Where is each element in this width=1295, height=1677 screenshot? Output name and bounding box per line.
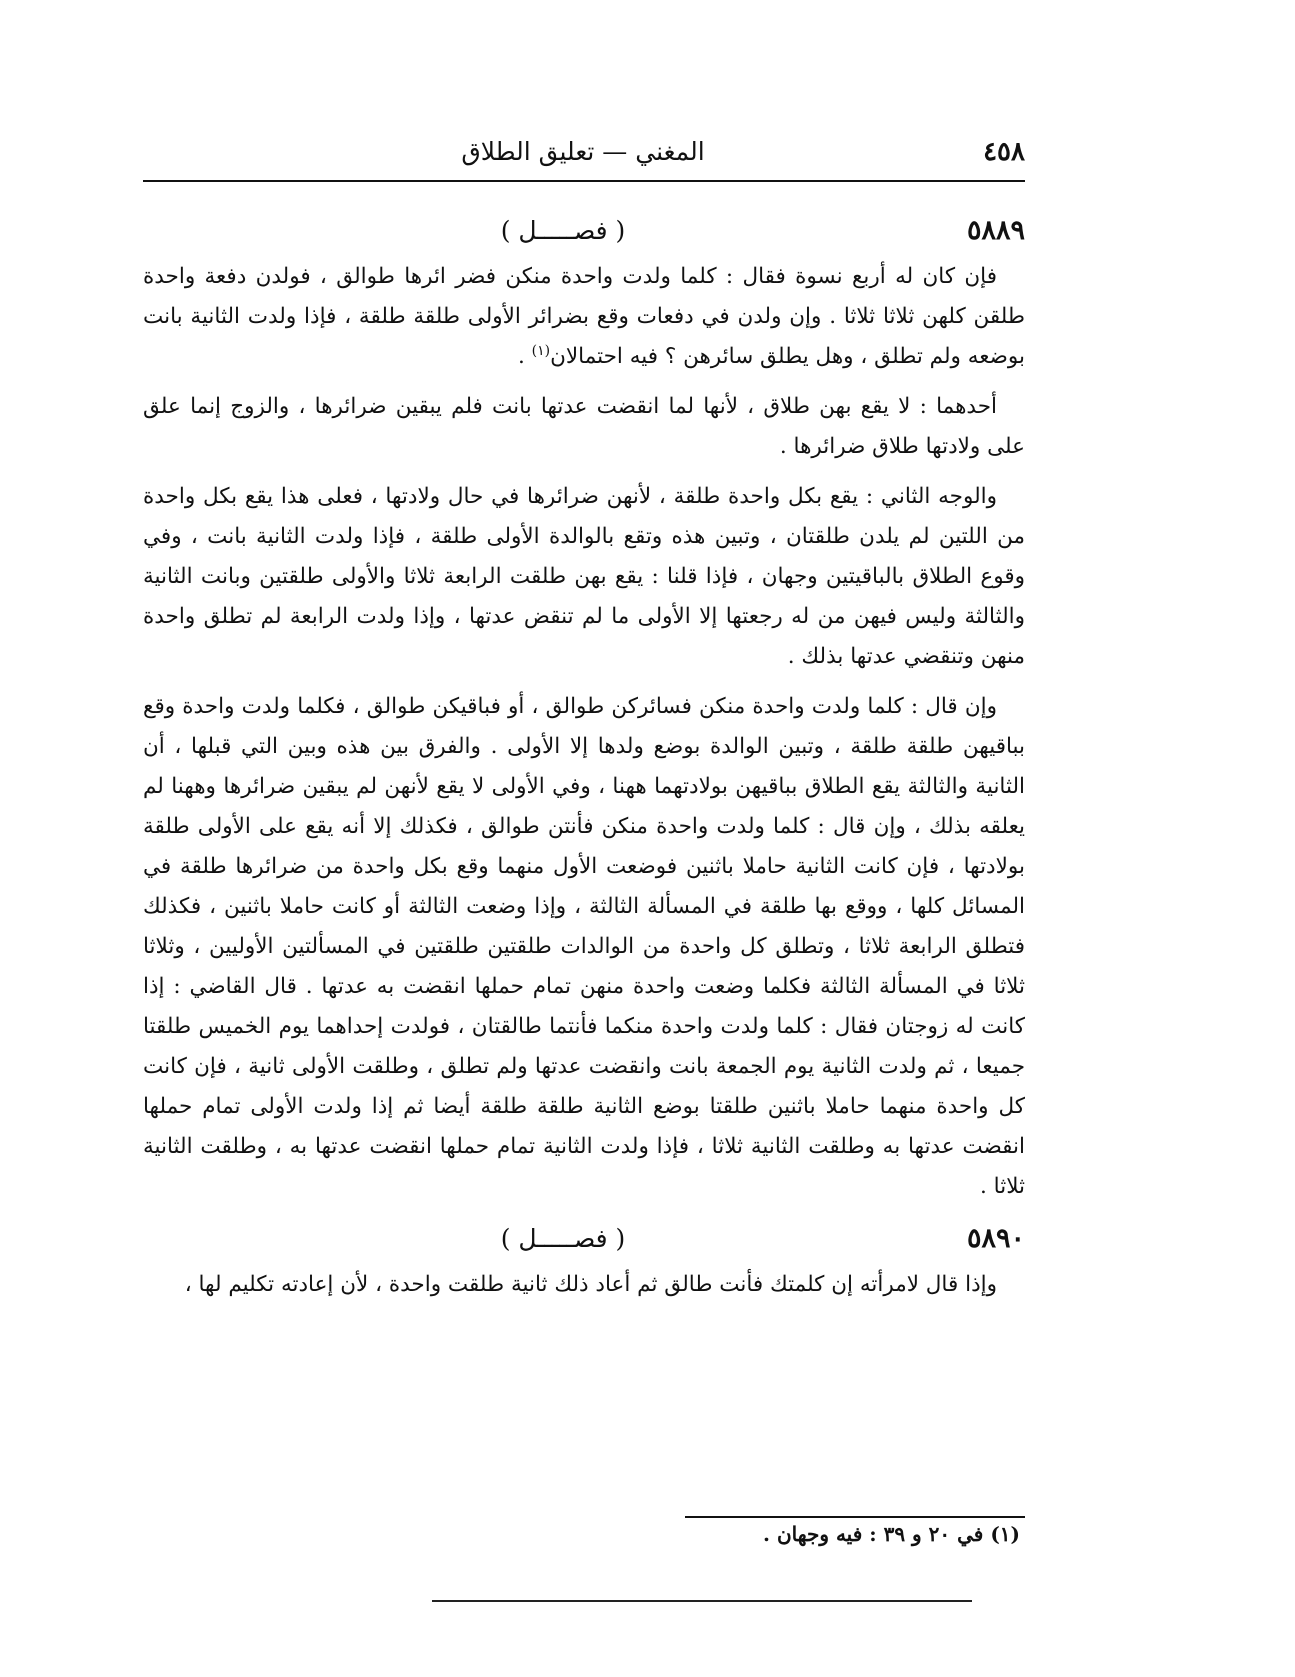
page-header [143,135,1025,179]
section-heading [143,1217,1025,1263]
footnote-marker: (١) [531,342,551,359]
section-number: ٥٨٩٠ [966,1223,1025,1254]
page-number: ٤٥٨ [983,137,1025,167]
header-rule [143,180,1025,182]
paragraph-end: . [517,344,532,369]
paragraph: والوجه الثاني : يقع بكل واحدة طلقة ، لأنهن ضرائرها في حال ولادتها ، فعلى هذا يقع بكل واحدة من اللتين لم يلدن طلقتان ، وتبين هذه وتقع بالوالدة الأولى طلقة ، فإذا ولدت الثانية بانت ، وفي وقوع الطلاق بالباقيتين وجهان ، فإذا قلنا : يقع بهن طلقت الرابعة ثلاثا والأولى طلقتين وبانت الثانية والثالثة وليس فيهن من له رجعتها إلا الأولى ما لم تنقض عدتها ، وإذا ولدت الرابعة لم تطلق واحدة منهن وتنقضي عدتها بذلك . [143,484,1025,669]
section-title: ( فصـــــل ) [500,216,626,245]
section-number: ٥٨٨٩ [966,215,1025,246]
paragraph [143,257,1025,377]
paragraph: أحدهما : لا يقع بهن طلاق ، لأنها لما انقضت عدتها بانت فلم يبقين ضرائرها ، والزوج إنما علق على ولادتها طلاق ضرائرها . [143,394,1025,459]
body-text [143,205,1025,1315]
bottom-rule [432,1600,972,1602]
footnote: (١) في ٢٠ و ٣٩ : فيه وجهان . [763,1522,1020,1546]
footnote-rule [685,1516,1025,1518]
paragraph-text: فإن كان له أربع نسوة فقال : كلما ولدت واحدة منكن فضر ائرها طوالق ، فولدن دفعة واحدة طلقن كلهن ثلاثا ثلاثا . وإن ولدن في دفعات وقع بضرائر الأولى طلقة طلقة ، فإذا ولدت الثانية بانت بوضعه ولم تطلق ، وهل يطلق سائرهن ؟ فيه احتمالان [143,264,1025,369]
paragraph: وإذا قال لامرأته إن كلمتك فأنت طالق ثم أعاد ذلك ثانية طلقت واحدة ، لأن إعادته تكليم لها ، [184,1272,997,1297]
section-heading [143,209,1025,255]
section-title: ( فصـــــل ) [500,1224,626,1253]
running-title: المغني — تعليق الطلاق [461,137,705,166]
paragraph: وإن قال : كلما ولدت واحدة منكن فسائركن طوالق ، أو فباقيكن طوالق ، فكلما ولدت واحدة وقع بباقيهن طلقة طلقة ، وتبين الوالدة بوضع ولدها إلا الأولى . والفرق بين هذه وبين التي قبلها ، أن الثانية والثالثة يقع الطلاق بباقيهن بولادتهما ههنا ، وفي الأولى لا يقع لأنهن لم يبقين ضرائرها وههنا لم يعلقه بذلك ، وإن قال : كلما ولدت واحدة منكن فأنتن طوالق ، فكذلك إلا أنه يقع على الأولى طلقة بولادتها ، فإن كانت الثانية حاملا باثنين فوضعت الأول منهما وقع بكل واحدة من ضرائرها طلقة في المسائل كلها ، ووقع بها طلقة في المسألة الثالثة ، وإذا وضعت الثالثة أو كانت حاملا باثنين ، فكذلك فتطلق الرابعة ثلاثا ، وتطلق كل واحدة من الوالدات طلقتين طلقتين في المسألتين الأوليين ، وثلاثا ثلاثا في المسألة الثالثة فكلما وضعت واحدة منهن تمام حملها انقضت به عدتها . قال القاضي : إذا كانت له زوجتان فقال : كلما ولدت واحدة منكما فأنتما طالقتان ، فولدت إحداهما يوم الخميس طلقتا جميعا ، ثم ولدت الثانية يوم الجمعة بانت وانقضت عدتها ولم تطلق ، وطلقت الأولى ثانية ، فإن كانت كل واحدة منهما حاملا باثنين طلقتا بوضع الثانية طلقة طلقة أيضا ثم إذا ولدت الأولى تمام حملها انقضت عدتها به وطلقت الثانية ثلاثا ، فإذا ولدت الثانية تمام حملها انقضت عدتها به ، وطلقت الثانية ثلاثا . [143,694,1025,1199]
